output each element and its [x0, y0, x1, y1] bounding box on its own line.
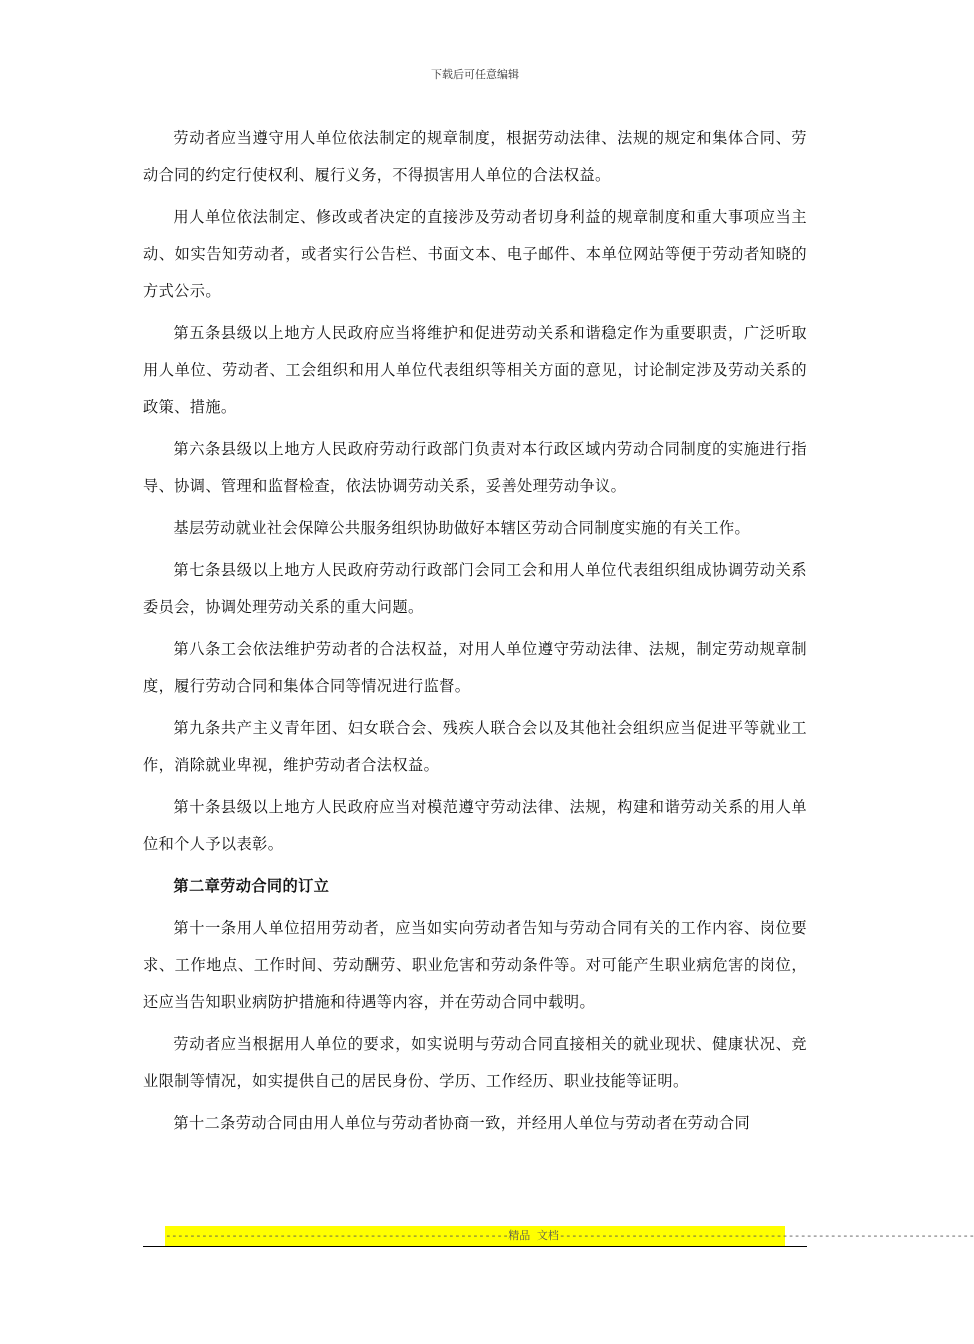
footer-banner: [165, 1226, 974, 1246]
paragraph: 劳动者应当遵守用人单位依法制定的规章制度，根据劳动法律、法规的规定和集体合同、劳动合同的约定行使权利、履行义务，不得损害用人单位的合法权益。: [143, 129, 807, 184]
paragraph: 第十条县级以上地方人民政府应当对模范遵守劳动法律、法规，构建和谐劳动关系的用人单位和个人予以表彰。: [143, 798, 807, 853]
footer-dashes-left: ---------------------------------------------------------: [165, 1229, 509, 1242]
paragraph: 第七条县级以上地方人民政府劳动行政部门会同工会和用人单位代表组织组成协调劳动关系委员会，协调处理劳动关系的重大问题。: [143, 561, 807, 616]
footer-label: 精品 文档: [508, 1229, 559, 1242]
paragraph: 第六条县级以上地方人民政府劳动行政部门负责对本行政区域内劳动合同制度的实施进行指导、协调、管理和监督检查，依法协调劳动关系，妥善处理劳动争议。: [143, 440, 807, 495]
paragraph: 基层劳动就业社会保障公共服务组织协助做好本辖区劳动合同制度实施的有关工作。: [173, 519, 751, 537]
paragraph: 第十二条劳动合同由用人单位与劳动者协商一致，并经用人单位与劳动者在劳动合同: [173, 1114, 751, 1132]
paragraph: 第十一条用人单位招用劳动者，应当如实向劳动者告知与劳动合同有关的工作内容、岗位要求、工作地点、工作时间、劳动酬劳、职业危害和劳动条件等。对可能产生职业病危害的岗位，还应当告知职业病防护措施和待遇等内容，并在劳动合同中载明。: [143, 919, 807, 1011]
footer-rule: [143, 1246, 807, 1247]
document-body: [143, 120, 807, 1147]
paragraph: 用人单位依法制定、修改或者决定的直接涉及劳动者切身利益的规章制度和重大事项应当主动、如实告知劳动者，或者实行公告栏、书面文本、电子邮件、本单位网站等便于劳动者知晓的方式公示。: [143, 208, 807, 300]
paragraph: 第五条县级以上地方人民政府应当将维护和促进劳动关系和谐稳定作为重要职责，广泛听取用人单位、劳动者、工会组织和用人单位代表组织等相关方面的意见，讨论制定涉及劳动关系的政策、措施。: [143, 324, 807, 416]
page-header: 下载后可任意编辑: [431, 68, 519, 81]
footer-dashes-right: ---------------------------------------------------------------------: [558, 1229, 974, 1242]
paragraph: 劳动者应当根据用人单位的要求，如实说明与劳动合同直接相关的就业现状、健康状况、竞业限制等情况，如实提供自己的居民身份、学历、工作经历、职业技能等证明。: [143, 1035, 807, 1090]
paragraph: 第九条共产主义青年团、妇女联合会、残疾人联合会以及其他社会组织应当促进平等就业工作，消除就业卑视，维护劳动者合法权益。: [143, 719, 807, 774]
chapter-heading: 第二章劳动合同的订立: [173, 877, 330, 895]
paragraph: 第八条工会依法维护劳动者的合法权益，对用人单位遵守劳动法律、法规，制定劳动规章制度，履行劳动合同和集体合同等情况进行监督。: [143, 640, 807, 695]
